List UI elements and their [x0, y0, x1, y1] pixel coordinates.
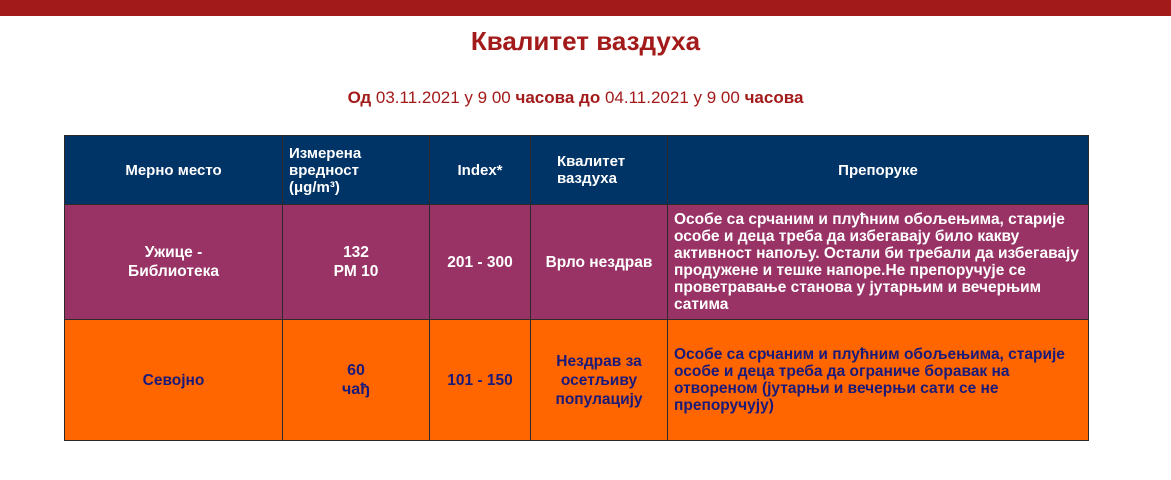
index-cell: 201 - 300: [430, 205, 531, 320]
table-row: [65, 320, 1089, 441]
measured-value: 60: [347, 362, 365, 379]
recommendation-cell: Особе са срчаним и плућним обољењима, старије особе и деца треба да избегавају било какву активност напољу. Остали би требали да избегавају продужене и тешке напоре.Не препоручује се проветравање станова у јутарњим и вечерњим сатима: [668, 205, 1089, 320]
measured-value-cell: [283, 205, 430, 320]
measured-header-line2: вредност: [289, 161, 359, 179]
measured-header-line3: (μg/m³): [289, 178, 340, 196]
recommendation-cell: [668, 320, 1089, 441]
date-range-subtitle: [0, 88, 1151, 108]
recommendation-text: Особе са срчаним и плућним обољењима, старије особе и деца треба да ограниче боравак на отвореном (јутарњи и вечерњи сати се не препоручују): [674, 346, 1065, 414]
air-quality-table: [64, 135, 1089, 441]
measured-value: 132: [343, 244, 369, 261]
quality-cell: Врло нездрав: [531, 205, 668, 320]
quality-line3: популацију: [555, 390, 643, 408]
pollutant-name: чађ: [342, 381, 370, 398]
subtitle-from-value: 03.11.2021 у 9 00: [375, 88, 511, 107]
index-cell: 101 - 150: [430, 320, 531, 441]
subtitle-from-label: Од: [347, 88, 372, 107]
location-line2: Библиотека: [128, 263, 219, 280]
top-accent-bar: [0, 0, 1171, 16]
quality-cell: [531, 320, 668, 441]
location-line1: Ужице -: [144, 244, 203, 261]
column-header-location: Мерно место: [65, 136, 283, 205]
quality-line2: осетљиву: [560, 371, 638, 389]
quality-header-line2: ваздуха: [557, 170, 617, 187]
page-title: Квалитет ваздуха: [470, 26, 701, 56]
location-cell: [65, 205, 283, 320]
column-header-index: Index*: [430, 136, 531, 205]
table-header-row: [65, 136, 1089, 205]
column-header-recommendations: Препоруке: [668, 136, 1089, 205]
quality-header-line1: Квалитет: [557, 153, 626, 170]
location-cell: Севојно: [65, 320, 283, 441]
measured-header-line1: Измерена: [289, 144, 362, 162]
measured-value-cell: [283, 320, 430, 441]
column-header-measured: [283, 136, 430, 205]
pollutant-name: PM 10: [333, 263, 379, 280]
table-row: [65, 205, 1089, 320]
quality-line1: Нездрав за: [556, 352, 642, 370]
column-header-quality: [531, 136, 668, 205]
subtitle-to-value: 04.11.2021 у 9 00: [604, 88, 740, 107]
subtitle-end-label: часова: [744, 88, 804, 107]
subtitle-mid-label: часова до: [515, 88, 601, 107]
